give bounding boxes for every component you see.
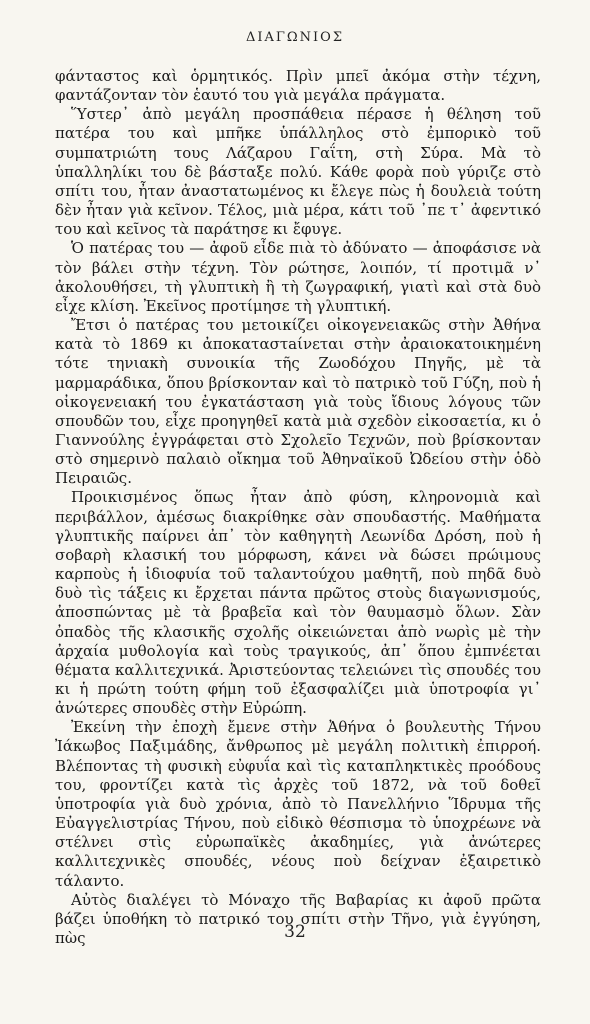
paragraph-3: Ὁ πατέρας του — ἀφοῦ εἶδε πιὰ τὸ ἀδύνατο — ἀποφάσισε νὰ τὸν βάλει στὴν τέχνη. Τὸν ρώτησε, λοιπόν, τί προτιμᾶ ν᾽ ἀκολουθήσει, τὴ γλυπτικὴ ἢ τὴ ζωγραφική, γιατὶ καὶ στὰ δυὸ εἶχε κλίση. Ἐκεῖνος προτίμησε τὴ γλυπτική. bbox=[55, 239, 541, 315]
paragraph-5: Προικισμένος ὅπως ἦταν ἀπὸ φύση, κληρονομιὰ καὶ περιβάλλον, ἀμέσως διακρίθηκε σὰν σπουδαστής. Μαθήματα γλυπτικῆς παίρνει ἀπ᾽ τὸν καθηγητὴ Λεωνίδα Δρόση, ποὺ ἡ σοβαρὴ κλασική του μόρφωση, κάνει νὰ δώσει πρώιμους καρποὺς ἡ ἰδιοφυία τοῦ ταλαντούχου μαθητῆ, ποὺ πηδᾶ δυὸ δυὸ τὶς τάξεις κι ἔρχεται πάντα πρῶτος στοὺς διαγωνισμούς, ἀποσπώντας μὲ τὰ βραβεῖα καὶ τὸν θαυμασμὸ ὅλων. Σὰν ὀπαδὸς τῆς κλασικῆς σχολῆς οἰκειώνεται ἀπὸ νωρὶς μὲ τὴν ἀρχαία μυθολογία καὶ τοὺς τραγικούς, ἀπ᾽ ὅπου ἐμπνέεται θέματα καλλιτεχνικά. Ἀριστεύοντας τελειώνει τὶς σπουδές του κι ἡ πρώτη τούτη φήμη τοῦ ἐξασφαλίζει μιὰ ὑποτροφία γι᾽ ἀνώτερες σπουδὲς στὴν Εὐρώπη. bbox=[55, 488, 541, 718]
paragraph-2: Ὕστερ᾽ ἀπὸ μεγάλη προσπάθεια πέρασε ἡ θέληση τοῦ πατέρα του καὶ μπῆκε ὑπάλληλος στὸ ἐμπορικὸ τοῦ συμπατριώτη τους Λάζαρου Γαΐτη, στὴ Σύρα. Μὰ τὸ ὑπαλληλίκι του δὲ βάσταξε πολύ. Κάθε φορὰ ποὺ γύριζε στὸ σπίτι του, ἦταν ἀναστατωμένος κι ἔλεγε πὼς ἡ δουλειὰ τούτη δὲν ἦταν γιὰ κεῖνον. Τέλος, μιὰ μέρα, κάτι τοῦ ᾽πε τ᾽ ἀφεντικό του καὶ κεῖνος τὰ παράτησε κι ἔφυγε. bbox=[55, 105, 541, 239]
paragraph-6: Ἐκείνη τὴν ἐποχὴ ἔμενε στὴν Ἀθήνα ὁ βουλευτὴς Τήνου Ἰάκωβος Παξιμάδης, ἄνθρωπος μὲ μεγάλη πολιτικὴ ἐπιρροή. Βλέποντας τὴ φυσικὴ εὐφυΐα καὶ τὶς καταπληκτικὲς προόδους του, φροντίζει κατὰ τὶς ἀρχὲς τοῦ 1872, νὰ τοῦ δοθεῖ ὑποτροφία γιὰ δυὸ χρόνια, ἀπὸ τὸ Πανελλήνιο Ἵδρυμα τῆς Εὐαγγελιστρίας Τήνου, ποὺ εἰδικὸ θέσπισμα τὸ ὑποχρέωνε νὰ στέλνει στὶς εὐρωπαϊκὲς ἀκαδημίες, γιὰ ἀνώτερες καλλιτεχνικὲς σπουδές, νέους ποὺ δείχναν ἐξαιρετικὸ τάλαντο. bbox=[55, 718, 541, 890]
running-head: ΔΙΑΓΩΝΙΟΣ bbox=[245, 30, 345, 45]
paragraph-1: φάνταστος καὶ ὁρμητικός. Πρὶν μπεῖ ἀκόμα στὴν τέχνη, φαντάζονταν τὸν ἑαυτό του γιὰ μεγάλα πράγματα. bbox=[55, 67, 541, 105]
page-number: 32 bbox=[284, 922, 306, 942]
paragraph-7: Αὐτὸς διαλέγει τὸ Μόναχο τῆς Βαβαρίας κι ἀφοῦ πρῶτα βάζει ὑποθήκη τὸ πατρικό του σπίτι στὴν Τῆνο, γιὰ ἐγγύηση, πὼς bbox=[55, 890, 541, 948]
body-text bbox=[55, 67, 541, 948]
paragraph-4: Ἔτσι ὁ πατέρας του μετοικίζει οἰκογενειακῶς στὴν Ἀθήνα κατὰ τὸ 1869 κι ἀποκαταστaίνεται στὴν ἀραιοκατοικημένη τότε τηνιακὴ συνοικία τῆς Ζωοδόχου Πηγῆς, μὲ τὰ μαρμαράδικα, ὅπου βρίσκονταν καὶ τὸ πατρικὸ τοῦ Γύζη, ποὺ ἡ οἰκογενειακή του ἐγκατάσταση γιὰ τοὺς ἴδιους λόγους τῶν σπουδῶν του, εἶχε προηγηθεῖ κατὰ μιὰ σχεδὸν εἰκοσαετία, κι ὁ Γιαννούλης ἐγγράφεται στὸ Σχολεῖο Τεχνῶν, ποὺ βρίσκονταν στὸ σημερινὸ παλαιὸ οἴκημα τοῦ Ἀθηναϊκοῦ Ὠδείου στὴν ὁδὸ Πειραιῶς. bbox=[55, 316, 541, 488]
